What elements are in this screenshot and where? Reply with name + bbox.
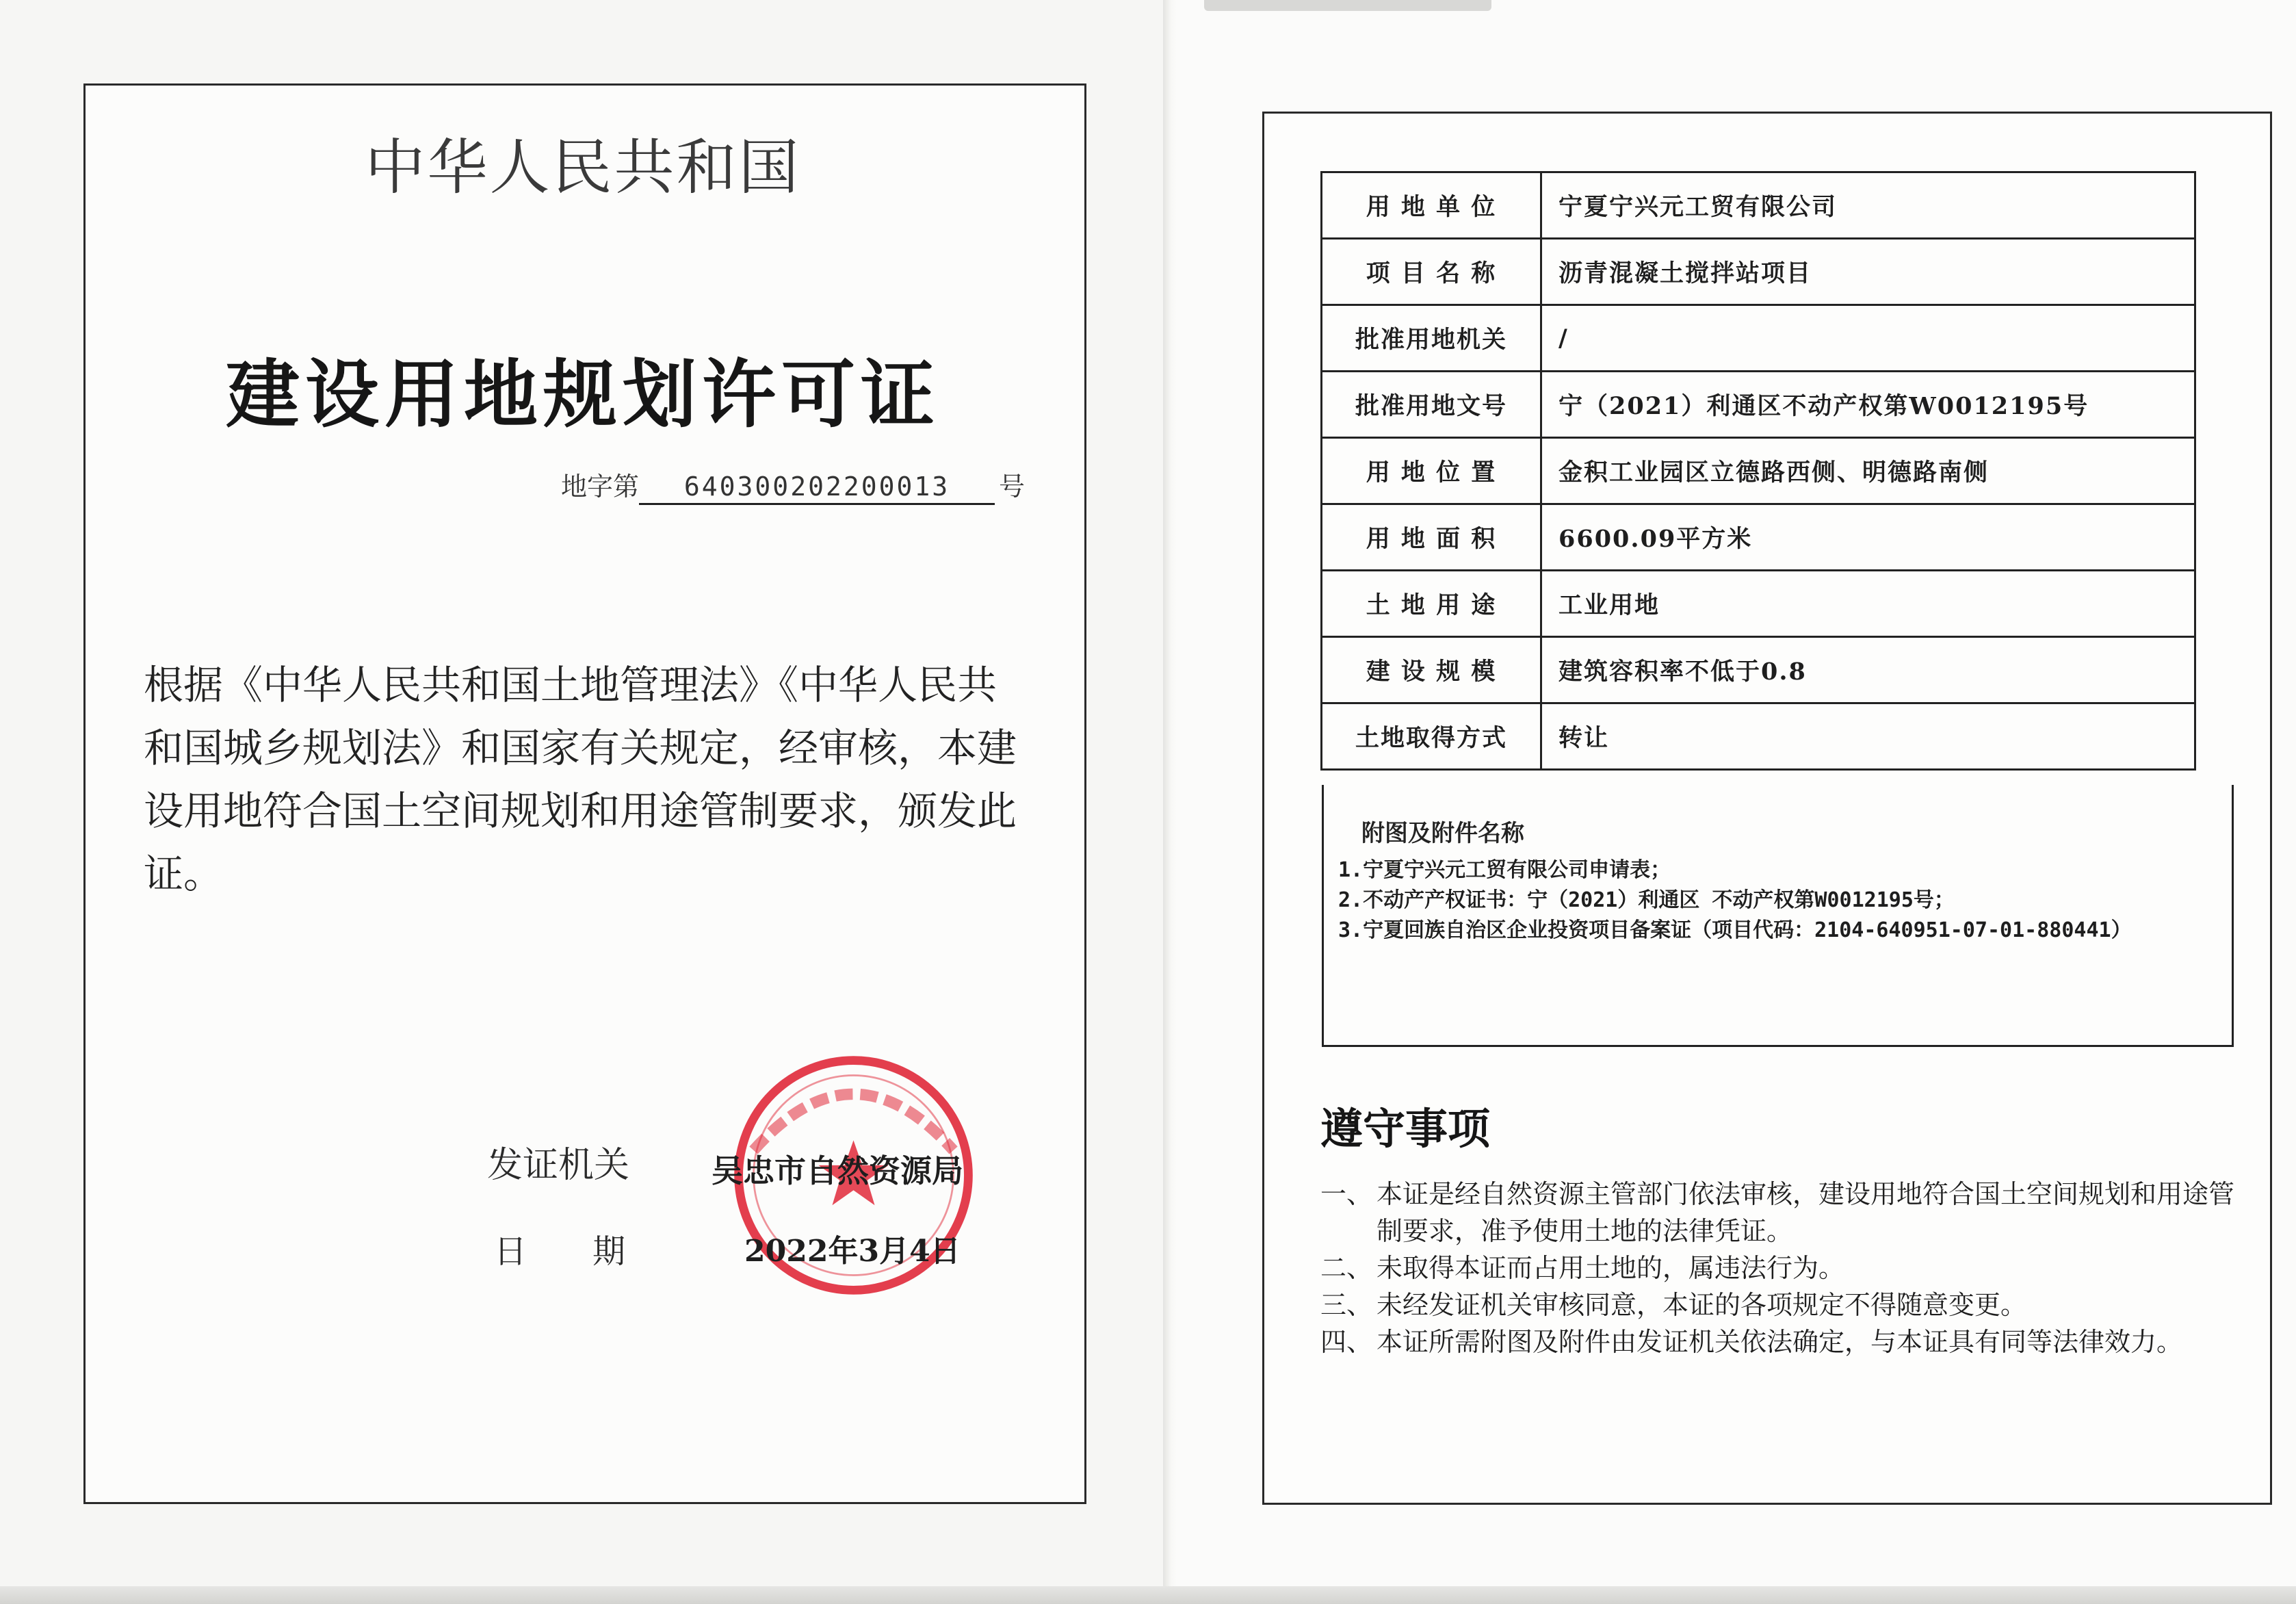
row-value: 沥青混凝土搅拌站项目 [1541,239,2195,305]
row-value: 6600.09平方米 [1541,504,2195,571]
issuer-value: 吴忠市自然资源局 [712,1152,963,1189]
note-number: 四、 [1320,1327,1373,1357]
row-value: 工业用地 [1541,571,2195,637]
row-label: 用 地 面 积 [1322,504,1541,571]
row-value: / [1541,305,2195,372]
notes-list [1320,1176,2237,1360]
list-item [1320,1286,2237,1323]
list-item: 3.宁夏回族自治区企业投资项目备案证（项目代码：2104-640951-07-01-880441） [1338,918,2132,942]
table-row [1322,703,2195,770]
row-label: 用 地 单 位 [1322,172,1541,239]
row-value: 宁夏宁兴元工贸有限公司 [1541,172,2195,239]
note-text: 未取得本证而占用土地的，属违法行为。 [1377,1253,1845,1283]
land-info-table [1320,171,2196,771]
list-item [1320,1323,2237,1360]
row-label: 项 目 名 称 [1322,239,1541,305]
certificate-number-line [561,465,1025,505]
scan-bottom-shadow [0,1586,2296,1604]
table-row [1322,172,2195,239]
note-number: 二、 [1320,1253,1373,1283]
page-fold [1163,0,1177,1604]
row-label: 用 地 位 置 [1322,438,1541,504]
notes-title: 遵守事项 [1320,1104,1491,1154]
table-row [1322,305,2195,372]
table-row [1322,637,2195,703]
list-item [1320,1176,2237,1250]
certificate-number: 640300202200013 [639,471,995,505]
table-row [1322,571,2195,637]
note-text: 本证是经自然资源主管部门依法审核，建设用地符合国土空间规划和用途管制要求，准予使用土地的法律凭证。 [1377,1179,2235,1246]
list-item: 1.宁夏宁兴元工贸有限公司申请表； [1338,858,1671,882]
table-row [1322,239,2195,305]
row-label: 批准用地文号 [1322,372,1541,438]
row-label: 土地取得方式 [1322,703,1541,770]
row-value: 金积工业园区立德路西侧、明德路南侧 [1541,438,2195,504]
list-item: 2.不动产产权证书：宁（2021）利通区 不动产权第W0012195号； [1338,888,1955,912]
issue-date: 2022年3月4日 [744,1234,961,1269]
issuer-label: 发证机关 [487,1145,630,1186]
row-label: 批准用地机关 [1322,305,1541,372]
country-name: 中华人民共和国 [365,132,801,203]
number-suffix: 号 [999,471,1026,502]
table-row [1322,438,2195,504]
attachments-title: 附图及附件名称 [1361,820,1524,847]
number-prefix: 地字第 [561,471,640,502]
date-label: 日 期 [494,1232,626,1271]
note-text: 未经发证机关审核同意，本证的各项规定不得随意变更。 [1377,1290,2027,1320]
note-number: 一、 [1320,1179,1373,1209]
certificate-title: 建设用地规划许可证 [225,352,940,438]
row-value: 宁（2021）利通区不动产权第W0012195号 [1541,372,2195,438]
scan-edge-mark [1204,0,1491,11]
row-label: 土 地 用 途 [1322,571,1541,637]
row-value: 转让 [1541,703,2195,770]
certificate-body-text: 根据《中华人民共和国土地管理法》《中华人民共和国城乡规划法》和国家有关规定，经审核，本建设用地符合国土空间规划和用途管制要求，颁发此证。 [144,662,1017,897]
row-label: 建 设 规 模 [1322,637,1541,703]
list-item [1320,1250,2237,1286]
note-text: 本证所需附图及附件由发证机关依法确定，与本证具有同等法律效力。 [1377,1327,2183,1357]
table-row [1322,372,2195,438]
row-value: 建筑容积率不低于0.8 [1541,637,2195,703]
note-number: 三、 [1320,1290,1373,1320]
attachments-list [1338,855,2200,946]
table-row [1322,504,2195,571]
